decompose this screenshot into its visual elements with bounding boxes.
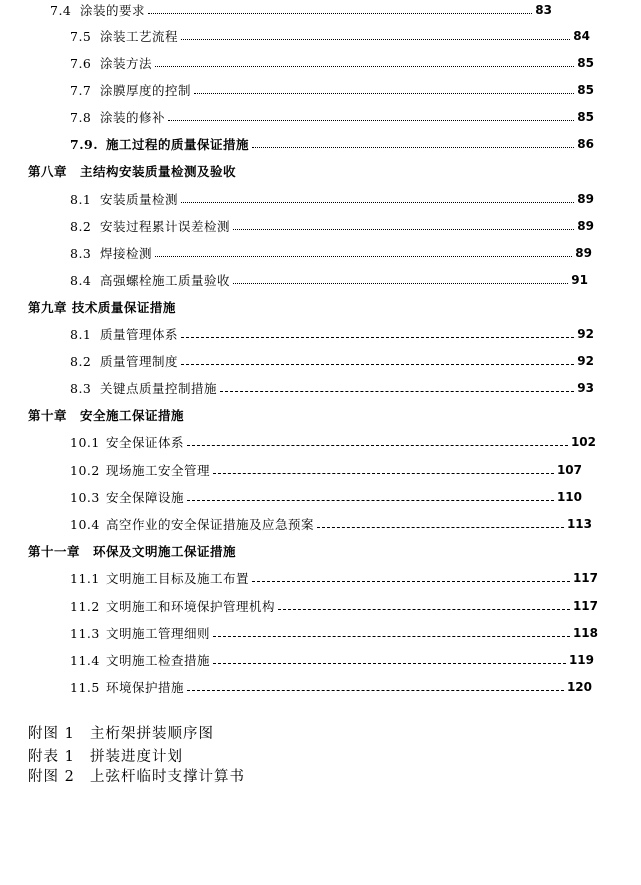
chapter-heading (28, 541, 236, 561)
entry-title: 文明施工目标及施工布置 (106, 571, 250, 586)
page-number: 120 (566, 680, 592, 694)
entry-number: 10.3 (70, 489, 100, 505)
entry-title: 质量管理制度 (100, 354, 179, 369)
toc-entry (70, 80, 604, 100)
page-number: 89 (577, 192, 594, 206)
entry-title: 文明施工检查措施 (106, 653, 211, 668)
leader-dots (278, 608, 570, 610)
appendix-item (28, 722, 214, 742)
entry-number: 10.1 (70, 434, 100, 450)
page-number: 113 (566, 517, 592, 531)
leader-dots (317, 526, 564, 528)
entry-title: 现场施工安全管理 (106, 463, 211, 478)
appendix-label: 附图 1 (28, 725, 75, 742)
chapter-heading (28, 297, 176, 317)
chapter-heading (28, 161, 236, 181)
entry-title: 涂膜厚度的控制 (100, 83, 192, 98)
page-number: 89 (575, 246, 592, 260)
entry-title: 安装过程累计误差检测 (100, 219, 231, 234)
toc-entry (70, 650, 604, 670)
toc-entry (50, 0, 580, 20)
chapter-title: 第九章 技术质量保证措施 (28, 300, 176, 315)
entry-number: 11.3 (70, 625, 100, 641)
leader-dots (233, 282, 568, 284)
entry-number: 11.4 (70, 652, 100, 668)
leader-dots (181, 363, 574, 365)
entry-number: 7.4 (50, 2, 72, 18)
entry-number: 8.1 (70, 326, 92, 342)
page-number: 107 (556, 463, 582, 477)
entry-number: 7.9. (70, 136, 99, 152)
entry-title: 高强螺栓施工质量验收 (100, 273, 231, 288)
page-number: 93 (577, 381, 594, 395)
entry-title: 涂装方法 (100, 56, 153, 71)
entry-number: 7.6 (70, 55, 92, 71)
leader-dots (187, 444, 568, 446)
entry-title: 文明施工和环境保护管理机构 (106, 599, 276, 614)
chapter-title: 第十一章 环保及文明施工保证措施 (28, 544, 237, 559)
page-number: 85 (577, 56, 594, 70)
entry-number: 8.4 (70, 272, 92, 288)
leader-dots (213, 472, 554, 474)
toc-entry (70, 26, 604, 46)
entry-number: 8.3 (70, 245, 92, 261)
toc-entry (70, 216, 604, 236)
page-number: 83 (535, 3, 552, 17)
entry-title: 文明施工管理细则 (106, 626, 211, 641)
toc-entry (70, 53, 604, 73)
leader-dots (187, 689, 564, 691)
leader-dots (194, 92, 574, 94)
page-number: 117 (572, 599, 598, 613)
leader-dots (252, 580, 570, 582)
toc-entry (70, 514, 604, 534)
leader-dots (233, 228, 574, 230)
page-number: 119 (568, 653, 594, 667)
entry-title: 涂装的修补 (100, 110, 166, 125)
page-number: 84 (573, 29, 590, 43)
appendix-label: 附表 1 (28, 748, 75, 765)
toc-entry (70, 189, 604, 209)
toc-entry (70, 270, 604, 290)
page-number: 91 (571, 273, 588, 287)
leader-dots (181, 201, 574, 203)
entry-number: 7.7 (70, 82, 92, 98)
entry-title: 涂装工艺流程 (100, 29, 179, 44)
entry-number: 8.2 (70, 353, 92, 369)
entry-number: 11.1 (70, 570, 100, 586)
appendix-title: 上弦杆临时支撑计算书 (90, 768, 245, 785)
leader-dots (181, 336, 574, 338)
page-number: 102 (570, 435, 596, 449)
toc-entry (70, 107, 604, 127)
toc-entry (70, 460, 604, 480)
appendix-title: 主桁架拼装顺序图 (90, 725, 214, 742)
leader-dots (213, 635, 570, 637)
page-number: 92 (577, 354, 594, 368)
chapter-heading (28, 405, 184, 425)
entry-number: 11.5 (70, 679, 100, 695)
entry-number: 11.2 (70, 598, 100, 614)
toc-entry (70, 378, 604, 398)
entry-number: 10.4 (70, 516, 100, 532)
entry-number: 10.2 (70, 462, 100, 478)
chapter-title: 第十章 安全施工保证措施 (28, 408, 185, 423)
entry-title: 安全保证体系 (106, 435, 185, 450)
page-number: 110 (556, 490, 582, 504)
page-number: 117 (572, 571, 598, 585)
entry-title: 质量管理体系 (100, 327, 179, 342)
entry-number: 8.1 (70, 191, 92, 207)
entry-title: 涂装的要求 (80, 3, 146, 18)
leader-dots (168, 119, 574, 121)
entry-title: 关键点质量控制措施 (100, 381, 218, 396)
entry-number: 8.3 (70, 380, 92, 396)
entry-title: 施工过程的质量保证措施 (106, 137, 250, 152)
toc-entry (70, 623, 604, 643)
toc-entry (70, 677, 604, 697)
page-number: 85 (577, 83, 594, 97)
toc-entry (70, 351, 604, 371)
appendix-title: 拼装进度计划 (90, 748, 183, 765)
leader-dots (252, 146, 574, 148)
leader-dots (220, 390, 574, 392)
toc-entry (70, 596, 604, 616)
toc-entry (70, 243, 604, 263)
toc-entry (70, 568, 604, 588)
leader-dots (181, 38, 570, 40)
appendix-item (28, 765, 245, 785)
toc-entry (70, 432, 604, 452)
entry-title: 安全保障设施 (106, 490, 185, 505)
page-number: 89 (577, 219, 594, 233)
toc-entry (70, 134, 604, 154)
page-number: 92 (577, 327, 594, 341)
entry-title: 高空作业的安全保证措施及应急预案 (106, 517, 315, 532)
entry-title: 安装质量检测 (100, 192, 179, 207)
appendix-item (28, 745, 183, 765)
entry-title: 焊接检测 (100, 246, 153, 261)
leader-dots (155, 255, 572, 257)
toc-entry (70, 487, 604, 507)
chapter-title: 第八章 主结构安装质量检测及验收 (28, 164, 237, 179)
leader-dots (155, 65, 574, 67)
leader-dots (148, 12, 532, 14)
appendix-label: 附图 2 (28, 768, 75, 785)
page-number: 118 (572, 626, 598, 640)
page-number: 85 (577, 110, 594, 124)
page-number: 86 (577, 137, 594, 151)
leader-dots (187, 499, 554, 501)
entry-number: 7.8 (70, 109, 92, 125)
entry-number: 8.2 (70, 218, 92, 234)
leader-dots (213, 662, 566, 664)
toc-entry (70, 324, 604, 344)
entry-title: 环境保护措施 (106, 680, 185, 695)
entry-number: 7.5 (70, 28, 92, 44)
